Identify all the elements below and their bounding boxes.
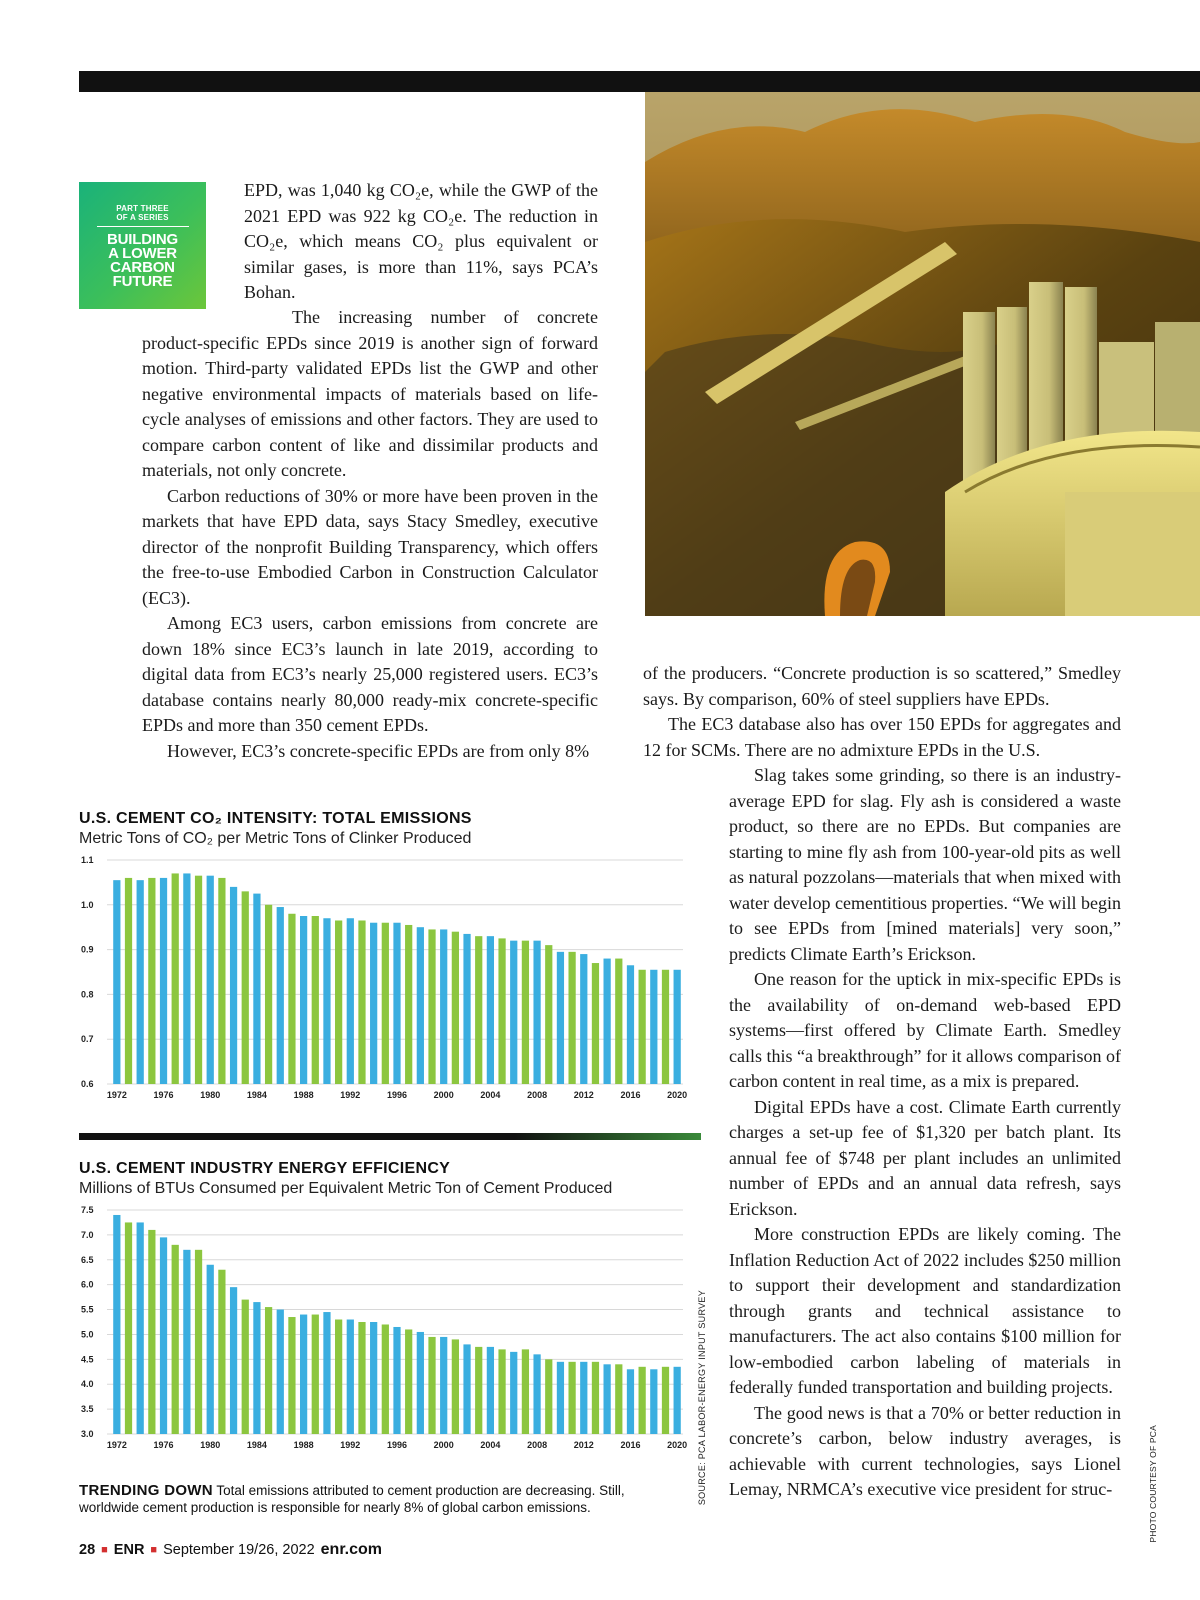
x-tick-label: 1984 bbox=[246, 1440, 267, 1450]
bar-1974 bbox=[137, 1222, 144, 1434]
bar-1979 bbox=[195, 876, 202, 1084]
bar-2006 bbox=[510, 941, 517, 1084]
bar-1982 bbox=[230, 887, 237, 1084]
bar-2009 bbox=[545, 945, 552, 1084]
series-headline-line2: A LOWER bbox=[108, 245, 177, 262]
x-tick-label: 2020 bbox=[667, 1090, 688, 1100]
x-tick-label: 2004 bbox=[480, 1090, 501, 1100]
footer-square-icon: ■ bbox=[150, 1544, 158, 1556]
bar-2015 bbox=[615, 1364, 622, 1434]
article-paragraph: EPD, was 1,040 kg CO₂e, while the GWP of the 2021 EPD was 922 kg CO₂e. The reduction in CO₂e, which means CO₂ plus equivalent or similar gases, is more than 11%, says PCA’s Bohan. bbox=[244, 180, 598, 302]
caption-lead: TRENDING DOWN bbox=[79, 1482, 213, 1499]
series-badge-rule bbox=[97, 226, 189, 227]
x-tick-label: 1980 bbox=[200, 1440, 221, 1450]
article-paragraph: Carbon reductions of 30% or more have been proven in the markets that have EPD data, says Stacy Smedley, executive director of the nonprofit Building Transparency, which offers the free-to-use Embodied Carbon in Construction Calculator (EC3). bbox=[142, 485, 598, 608]
bar-2020 bbox=[674, 970, 681, 1084]
bar-1987 bbox=[288, 914, 295, 1084]
x-tick-label: 1988 bbox=[293, 1440, 314, 1450]
bar-1985 bbox=[265, 1307, 272, 1434]
bar-1986 bbox=[277, 907, 284, 1084]
co2-intensity-chart bbox=[79, 810, 701, 1112]
article-column-1 bbox=[142, 305, 598, 764]
x-tick-label: 2008 bbox=[527, 1440, 548, 1450]
chart-subtitle: Millions of BTUs Consumed per Equivalent Metric Ton of Cement Produced bbox=[79, 1180, 613, 1197]
bar-1997 bbox=[405, 925, 412, 1084]
article-paragraph: However, EC3’s concrete-specific EPDs are from only 8% bbox=[167, 740, 590, 761]
chart-title: U.S. CEMENT INDUSTRY ENERGY EFFICIENCY bbox=[79, 1160, 451, 1177]
chart-subtitle: Metric Tons of CO₂ per Metric Tons of Clinker Produced bbox=[79, 830, 472, 847]
bar-2010 bbox=[557, 1362, 564, 1434]
y-tick-label: 4.0 bbox=[81, 1379, 94, 1390]
bar-1978 bbox=[183, 873, 190, 1084]
bar-2009 bbox=[545, 1359, 552, 1434]
article-paragraph: The EC3 database also has over 150 EPDs for aggregates and 12 for SCMs. There are no admixture EPDs in the U.S. bbox=[643, 714, 1121, 760]
bar-1998 bbox=[417, 927, 424, 1084]
chart-caption bbox=[79, 1482, 639, 1516]
bar-1999 bbox=[428, 929, 435, 1084]
y-tick-label: 0.7 bbox=[81, 1034, 94, 1045]
bar-1973 bbox=[125, 1222, 132, 1434]
bar-1987 bbox=[288, 1317, 295, 1434]
article-paragraph: One reason for the uptick in mix-specific EPDs is the availability of on-demand web-based EPD systems—first offered by Climate Earth. Smedley calls this “a breakthrough” for it allows comparison of carbon content in real time, as a mix is prepared. bbox=[729, 969, 1121, 1091]
article-paragraph: Among EC3 users, carbon emissions from concrete are down 18% since EC3’s launch in late 2019, according to digital data from EC3’s nearly 25,000 registered users. EC3’s database contains nearly 80,000 ready-mix concrete-specific EPDs and more than 350 cement EPDs. bbox=[142, 613, 598, 735]
series-headline-line3: CARBON bbox=[110, 259, 175, 276]
article-paragraph: Slag takes some grinding, so there is an industry-average EPD for slag. Fly ash is considered a waste product, so there are no EPDs. But companies are starting to mine fly ash from 100-year-old pits as well as natural pozzolans—materials that when mixed with water develop cementitious properties. “We will begin to see EPDs from [mined materials] very soon,” predicts Climate Earth’s Erickson. bbox=[729, 765, 1121, 964]
bar-1988 bbox=[300, 1315, 307, 1434]
y-tick-label: 3.5 bbox=[81, 1404, 94, 1415]
bar-2001 bbox=[452, 932, 459, 1084]
bar-2015 bbox=[615, 959, 622, 1084]
bar-1995 bbox=[382, 923, 389, 1084]
bar-1986 bbox=[277, 1310, 284, 1434]
bar-2000 bbox=[440, 929, 447, 1084]
chart-title: U.S. CEMENT CO₂ INTENSITY: TOTAL EMISSIONS bbox=[79, 810, 472, 827]
x-tick-label: 1976 bbox=[153, 1440, 174, 1450]
page-number: 28 bbox=[79, 1542, 96, 1558]
bar-2018 bbox=[650, 970, 657, 1084]
bar-1983 bbox=[242, 891, 249, 1084]
series-kicker-line2: OF A SERIES bbox=[116, 213, 169, 222]
footer-square-icon: ■ bbox=[101, 1544, 108, 1556]
bar-2017 bbox=[639, 970, 646, 1084]
bar-2018 bbox=[650, 1369, 657, 1434]
bar-2004 bbox=[487, 936, 494, 1084]
bar-2010 bbox=[557, 952, 564, 1084]
magazine-name: ENR bbox=[113, 1542, 145, 1558]
bar-1999 bbox=[428, 1337, 435, 1434]
x-tick-label: 2016 bbox=[620, 1090, 641, 1100]
article-paragraph: The good news is that a 70% or better reduction in concrete’s carbon, below industry averages, is achievable with current technologies, says Lionel Lemay, NRMCA’s executive vice president for struc- bbox=[729, 1402, 1121, 1499]
bar-1977 bbox=[172, 1245, 179, 1434]
y-tick-label: 6.0 bbox=[81, 1279, 94, 1290]
website-link[interactable]: enr.com bbox=[320, 1541, 382, 1558]
bar-1991 bbox=[335, 920, 342, 1084]
bar-2012 bbox=[580, 1362, 587, 1434]
bar-1991 bbox=[335, 1320, 342, 1434]
x-tick-label: 1996 bbox=[386, 1440, 408, 1450]
bar-1997 bbox=[405, 1329, 412, 1434]
bar-1977 bbox=[172, 873, 179, 1084]
bar-1998 bbox=[417, 1332, 424, 1434]
bar-1972 bbox=[113, 1215, 120, 1434]
bar-2005 bbox=[498, 1349, 505, 1434]
x-tick-label: 1972 bbox=[106, 1440, 127, 1450]
issue-date: September 19/26, 2022 bbox=[163, 1542, 315, 1558]
bar-2017 bbox=[639, 1367, 646, 1434]
x-tick-label: 1992 bbox=[340, 1090, 361, 1100]
x-tick-label: 1980 bbox=[200, 1090, 221, 1100]
article-paragraph: Digital EPDs have a cost. Climate Earth currently charges a set-up fee of $1,320 per batch plant. Its annual fee of $748 per plant includes an unlimited number of EPDs and an annual data refresh, says Erickson. bbox=[729, 1096, 1121, 1219]
series-headline-line1: BUILDING bbox=[107, 231, 178, 248]
article-paragraph: The increasing number of concrete product-specific EPDs since 2019 is another sign of forward motion. Third-party validated EPDs list the GWP and other negative environmental impacts of materials based on life-cycle analyses of emissions and other factors. They are used to compare carbon content of like and dissimilar products and materials, not only concrete. bbox=[142, 307, 598, 480]
bar-2019 bbox=[662, 970, 669, 1084]
cement-plant-photo bbox=[645, 92, 1200, 616]
x-tick-label: 2020 bbox=[667, 1440, 688, 1450]
x-tick-label: 1992 bbox=[340, 1440, 361, 1450]
bar-2013 bbox=[592, 1362, 599, 1434]
bar-1994 bbox=[370, 1322, 377, 1434]
energy-efficiency-chart bbox=[79, 1160, 701, 1462]
series-headline-line4: FUTURE bbox=[112, 273, 173, 290]
bar-1993 bbox=[358, 920, 365, 1084]
bar-2016 bbox=[627, 1369, 634, 1434]
bar-1974 bbox=[137, 880, 144, 1084]
bar-2013 bbox=[592, 963, 599, 1084]
bar-2007 bbox=[522, 941, 529, 1084]
bar-1984 bbox=[253, 1302, 260, 1434]
bar-1994 bbox=[370, 923, 377, 1084]
bar-1990 bbox=[323, 918, 330, 1084]
bar-2001 bbox=[452, 1339, 459, 1434]
bar-1988 bbox=[300, 916, 307, 1084]
article-column-1-top bbox=[244, 178, 598, 306]
bar-1976 bbox=[160, 1237, 167, 1434]
article-paragraph: More construction EPDs are likely coming. The Inflation Reduction Act of 2022 includes $250 million to support their development and standardization through grants and technical assistance to manufacturers. The act also contains $100 million for low-embodied carbon labeling of materials in federally funded transportation and building projects. bbox=[729, 1224, 1121, 1397]
bar-1978 bbox=[183, 1250, 190, 1434]
source-credit: SOURCE: PCA LABOR-ENERGY INPUT SURVEY bbox=[697, 1290, 707, 1506]
article-column-2-top bbox=[643, 661, 1121, 763]
bar-1980 bbox=[207, 876, 214, 1084]
bar-1995 bbox=[382, 1324, 389, 1434]
x-tick-label: 2012 bbox=[573, 1090, 594, 1100]
bar-2003 bbox=[475, 1347, 482, 1434]
y-tick-label: 0.6 bbox=[81, 1079, 94, 1089]
article-column-2 bbox=[729, 763, 1121, 1503]
x-tick-label: 2000 bbox=[433, 1090, 454, 1100]
bar-2008 bbox=[533, 1354, 540, 1434]
bar-2006 bbox=[510, 1352, 517, 1434]
bar-1989 bbox=[312, 1315, 319, 1434]
bar-1979 bbox=[195, 1250, 202, 1434]
bar-1973 bbox=[125, 878, 132, 1084]
y-tick-label: 5.0 bbox=[81, 1329, 94, 1340]
x-tick-label: 2004 bbox=[480, 1440, 501, 1450]
bar-1993 bbox=[358, 1322, 365, 1434]
bar-1980 bbox=[207, 1265, 214, 1434]
page-footer bbox=[79, 1541, 382, 1559]
bar-2016 bbox=[627, 965, 634, 1084]
bar-1992 bbox=[347, 918, 354, 1084]
y-tick-label: 5.5 bbox=[81, 1304, 94, 1315]
bar-1975 bbox=[148, 1230, 155, 1434]
y-tick-label: 6.5 bbox=[81, 1254, 94, 1265]
x-tick-label: 1972 bbox=[106, 1090, 127, 1100]
x-tick-label: 2008 bbox=[527, 1090, 548, 1100]
bar-2011 bbox=[568, 1362, 575, 1434]
bar-1985 bbox=[265, 905, 272, 1084]
bar-1990 bbox=[323, 1312, 330, 1434]
bar-2011 bbox=[568, 952, 575, 1084]
y-tick-label: 1.0 bbox=[81, 899, 94, 910]
series-badge bbox=[79, 182, 206, 309]
y-tick-label: 3.0 bbox=[81, 1429, 94, 1439]
bar-1976 bbox=[160, 878, 167, 1084]
y-tick-label: 7.0 bbox=[81, 1229, 94, 1240]
bar-1996 bbox=[393, 923, 400, 1084]
x-tick-label: 2000 bbox=[433, 1440, 454, 1450]
y-tick-label: 0.9 bbox=[81, 944, 94, 955]
x-tick-label: 1984 bbox=[246, 1090, 267, 1100]
bar-2002 bbox=[463, 1344, 470, 1434]
series-kicker-line1: PART THREE bbox=[116, 204, 169, 213]
x-tick-label: 2016 bbox=[620, 1440, 641, 1450]
x-tick-label: 1988 bbox=[293, 1090, 314, 1100]
bar-1992 bbox=[347, 1320, 354, 1434]
energy-efficiency-plot bbox=[79, 1202, 701, 1462]
bar-1996 bbox=[393, 1327, 400, 1434]
bar-2003 bbox=[475, 936, 482, 1084]
y-tick-label: 7.5 bbox=[81, 1205, 94, 1215]
bar-1975 bbox=[148, 878, 155, 1084]
chart-divider-bar bbox=[79, 1133, 701, 1140]
bar-2008 bbox=[533, 941, 540, 1084]
bar-1981 bbox=[218, 1270, 225, 1434]
bar-2020 bbox=[674, 1367, 681, 1434]
article-paragraph: of the producers. “Concrete production is so scattered,” Smedley says. By comparison, 60% of steel suppliers have EPDs. bbox=[643, 663, 1121, 709]
y-tick-label: 4.5 bbox=[81, 1354, 94, 1365]
co2-intensity-plot bbox=[79, 852, 701, 1112]
x-tick-label: 1976 bbox=[153, 1090, 174, 1100]
bar-1983 bbox=[242, 1300, 249, 1434]
photo-credit: PHOTO COURTESY OF PCA bbox=[1148, 1425, 1158, 1543]
bar-2019 bbox=[662, 1367, 669, 1434]
bar-1984 bbox=[253, 894, 260, 1084]
x-tick-label: 2012 bbox=[573, 1440, 594, 1450]
bar-1989 bbox=[312, 916, 319, 1084]
bar-2014 bbox=[604, 959, 611, 1084]
bar-1981 bbox=[218, 878, 225, 1084]
x-tick-label: 1996 bbox=[386, 1090, 408, 1100]
caption-text: Total emissions attributed to cement production are decreasing. Still, worldwide cement production is responsible for nearly 8% of global carbon emissions. bbox=[79, 1483, 625, 1515]
bar-1982 bbox=[230, 1287, 237, 1434]
top-rule-bar bbox=[79, 71, 1200, 92]
bar-2004 bbox=[487, 1347, 494, 1434]
y-tick-label: 1.1 bbox=[81, 855, 94, 865]
y-tick-label: 0.8 bbox=[81, 989, 94, 1000]
bar-2007 bbox=[522, 1349, 529, 1434]
bar-2012 bbox=[580, 954, 587, 1084]
bar-2000 bbox=[440, 1337, 447, 1434]
bar-2005 bbox=[498, 938, 505, 1084]
bar-2002 bbox=[463, 934, 470, 1084]
bar-2014 bbox=[604, 1364, 611, 1434]
bar-1972 bbox=[113, 880, 120, 1084]
